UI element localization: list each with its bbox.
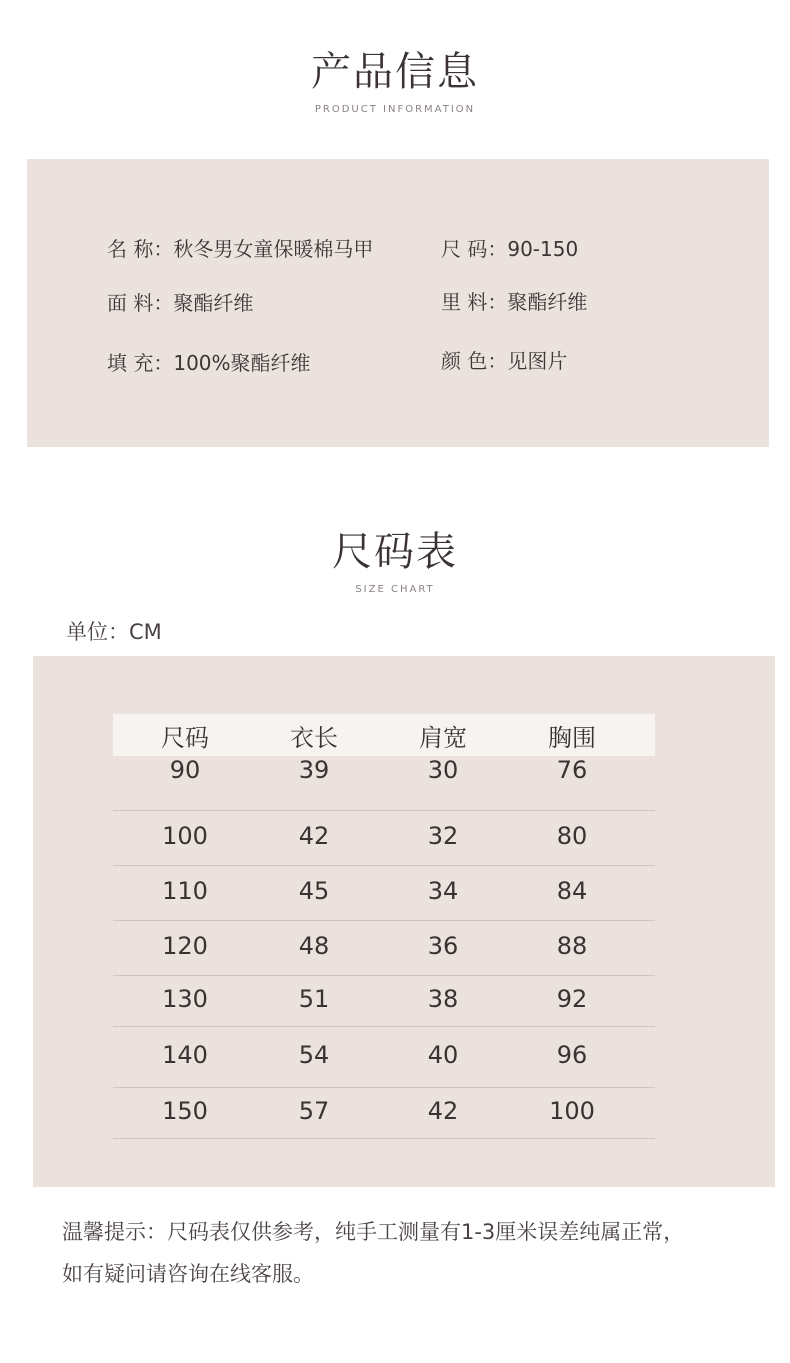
table-cell: 42 — [298, 822, 330, 850]
info-label: 填 充： — [107, 351, 174, 375]
table-cell: 38 — [427, 985, 459, 1013]
table-cell: 42 — [427, 1097, 459, 1125]
table-row — [113, 811, 655, 866]
table-cell: 30 — [427, 756, 459, 784]
table-cell: 45 — [298, 877, 330, 905]
table-cell: 36 — [427, 932, 459, 960]
info-label: 颜 色： — [441, 349, 508, 373]
size-table — [113, 714, 655, 1139]
info-value: 秋冬男女童保暖棉马甲 — [173, 237, 374, 261]
table-cell: 76 — [556, 756, 588, 784]
info-value: 100%聚酯纤维 — [173, 351, 311, 375]
product-info-title: 产品信息 — [311, 49, 479, 95]
table-header-cell: 尺码 — [161, 724, 209, 752]
product-info-subtitle: PRODUCT INFORMATION — [314, 104, 476, 115]
table-cell: 84 — [556, 877, 588, 905]
product-info-panel — [27, 159, 769, 447]
info-label: 尺 码： — [441, 237, 508, 261]
size-chart-title: 尺码表 — [332, 529, 458, 575]
table-row — [113, 1027, 655, 1088]
table-row — [113, 756, 655, 811]
table-header-cell: 衣长 — [290, 724, 338, 752]
info-item-name — [107, 233, 373, 262]
info-item-fabric — [107, 287, 253, 316]
table-cell: 39 — [298, 756, 330, 784]
table-cell: 110 — [162, 877, 208, 905]
table-cell: 34 — [427, 877, 459, 905]
info-value: 见图片 — [507, 349, 568, 373]
unit-label: 单位：CM — [66, 620, 162, 644]
size-chart-subtitle: SIZE CHART — [355, 584, 435, 595]
table-cell: 100 — [162, 822, 208, 850]
table-row — [113, 921, 655, 976]
table-header-cell: 胸围 — [548, 724, 596, 752]
info-value: 90-150 — [507, 237, 579, 261]
info-value: 聚酯纤维 — [507, 290, 588, 314]
table-header-cell: 肩宽 — [419, 724, 467, 752]
table-header-row — [113, 714, 655, 756]
table-cell: 88 — [556, 932, 588, 960]
info-value: 聚酯纤维 — [173, 291, 254, 315]
table-cell: 48 — [298, 932, 330, 960]
table-cell: 57 — [298, 1097, 330, 1125]
table-cell: 80 — [556, 822, 588, 850]
info-item-size — [441, 233, 578, 262]
table-cell: 92 — [556, 985, 588, 1013]
table-cell: 140 — [162, 1041, 208, 1069]
table-cell: 90 — [169, 756, 201, 784]
info-item-filling — [107, 347, 311, 376]
table-cell: 100 — [549, 1097, 595, 1125]
size-chart-panel — [33, 656, 775, 1187]
table-cell: 120 — [162, 932, 208, 960]
notice-line-1: 温馨提示：尺码表仅供参考，纯手工测量有1-3厘米误差纯属正常， — [62, 1220, 685, 1244]
table-row — [113, 976, 655, 1027]
notice-line-2: 如有疑问请咨询在线客服。 — [62, 1262, 314, 1286]
table-cell: 40 — [427, 1041, 459, 1069]
table-cell: 130 — [162, 985, 208, 1013]
info-label: 里 料： — [441, 290, 508, 314]
table-row — [113, 1088, 655, 1139]
table-cell: 54 — [298, 1041, 330, 1069]
table-row — [113, 866, 655, 921]
info-label: 面 料： — [107, 291, 174, 315]
table-cell: 32 — [427, 822, 459, 850]
info-label: 名 称： — [107, 237, 174, 261]
table-cell: 51 — [298, 985, 330, 1013]
info-item-color — [441, 345, 567, 374]
table-cell: 96 — [556, 1041, 588, 1069]
table-cell: 150 — [162, 1097, 208, 1125]
info-item-lining — [441, 286, 587, 315]
